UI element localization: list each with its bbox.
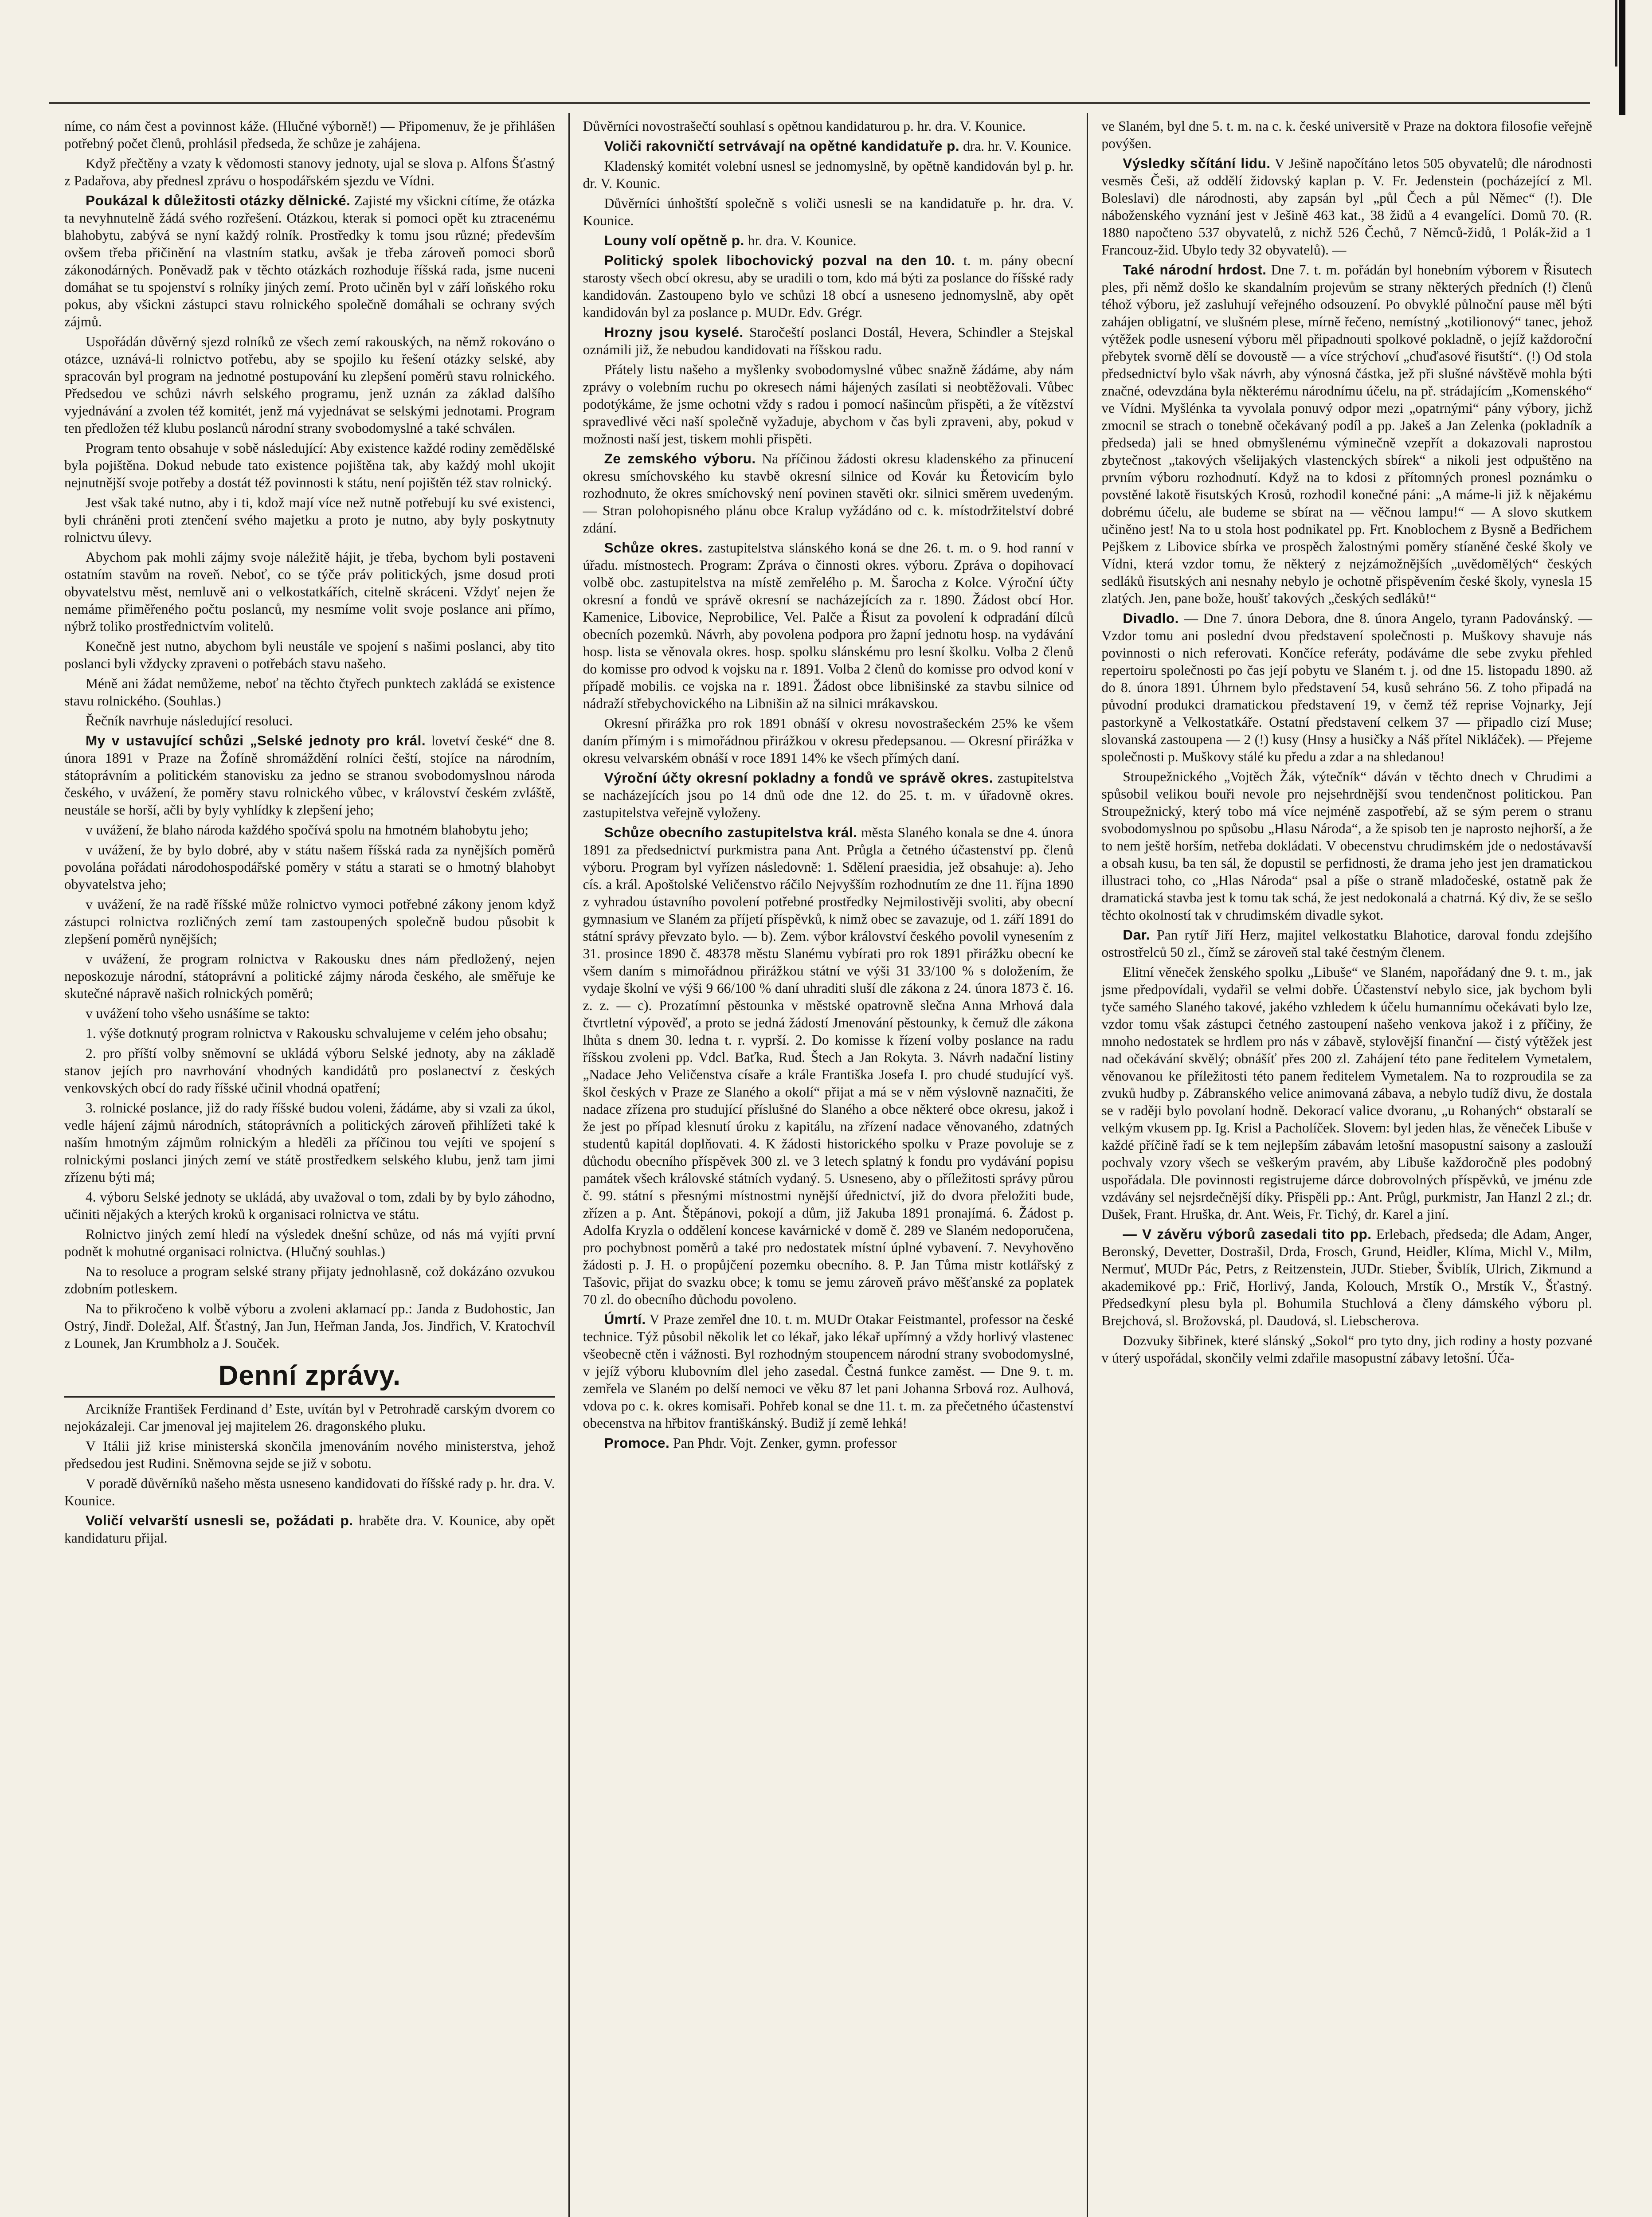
column-middle	[568, 113, 1087, 2217]
run-in-headline: Poukázal k důležitosti otázky dělnické.	[86, 192, 351, 208]
run-in-headline: My v ustavující schůzi „Selské jednoty pro král.	[86, 732, 426, 748]
article-paragraph: v uvážení, že by bylo dobré, aby v státu našem říšská rada za nynějších poměrů povolána pořádati národohospodářské poměry v státu a starati se o hmotný blahobyt obyvatelstva jeho;	[64, 842, 555, 892]
article-paragraph: 3. rolnické poslance, již do rady říšské budou voleni, žádáme, aby si vzali za úkol, vedle hájení zájmů národních, státoprávních a politických zároveň přihlížeti také k naším hmotným zájmům rolnickým a hleděli za příčinou tou vejíti ve spojení s rolnickými poslanci jiných zemí ve státě prostředkem selského klubu, jenž tam jimi zřízenu býti má;	[64, 1100, 555, 1185]
article-paragraph: v uvážení toho všeho usnášíme se takto:	[86, 1006, 310, 1021]
article-paragraph: Elitní věneček ženského spolku „Libuše“ ve Slaném, napořádaný dne 9. t. m., jak jsme předpovídali, vydařil se velmi dobře. Účastenství nebylo sice, jak bychom byli tyče samého Slaného takové, jakého vzhledem k účelu humannímu očekávati bylo lze, vzdor tomu však zástupci četného zastoupení našeho venkova jakož i z příčiny, že mnoho nedostatek se hrdlem pro nás v zábavě, stylovější finanční — čistý výtěžek jest nad očekávání skvělý; obnášíť přes 200 zl. Zahájení této pane ředitelem Vymetalem, věnovanou ke příležitosti této panem ředitelem Vymetalem. Na to rozproudila se za zvuků hudby p. Zábranského velice animovaná zábava, a nebylo tudíž divu, že dostala se v raději bylo povolaní hodně. Dekorací valice dvoranu, „u Rohaných“ obstaralí se velkým vkusem pp. Ig. Krisl a Pacholíček. Slovem: byl jeden hlas, že věneček Libuše v každé příčině řadí se k tem nejlepším zábavám letošní masopustní saisony a zaslouží pochvaly vzory všech se veškerým pravém, aby Libuše každoročně ples podobný uspořádala. Dle povinnosti registrujeme dárce dobrovolných příspěvků, ve jménu zde vzdávány sel nejsrdečnější díky. Přispěli pp.: Ant. Průgl, purkmistr, Jan Hanzl 2 zl.; dr. Dušek, Frant. Hruška, dr. Ant. Weis, Fr. Tichý, dr. Karel a jiní.	[1101, 964, 1593, 1222]
article-paragraph: Arcikníže František Ferdinand d’ Este, uvítán byl v Petrohradě carským dvorem co nejokázaleji. Car jmenoval jej majitelem 26. dragonského pluku.	[64, 1401, 555, 1434]
article-paragraph: Úmrtí. V Praze zemřel dne 10. t. m. MUDr Otakar Feistmantel, professor na české technice. Týž působil několik let co lékař, jako lékař upřímný a vždy horlivý vlastenec všeobecně ctěn i vážnosti. Byl rozhodným stoupencem národní strany svobodomyslné, v jejíž výboru klubovním dlel jeho zasedal. Čestná funkce zaměst. — Dne 9. t. m. zemřela ve Slaném po delší nemoci ve věku 87 let pani Johanna Srbová roz. Aulhová, vdova po c. k. okres komisaři. Pohřeb konal se dne 11. t. m. za přečetného účastenství obecenstva na hřbitov františkánský. Budiž jí země lehká!	[583, 1311, 1074, 1431]
article-paragraph: Politický spolek libochovický pozval na den 10. t. m. pány obecní starosty všech obcí okresu, aby se uradili o tom, kdo má býti za poslance do říšské rady kandidován. Zastoupeno bylo ve schůzi 18 obcí a usneseno jednomyslně, aby opět kandidován byl za poslance p. MUDr. Edv. Grégr.	[583, 252, 1074, 320]
run-in-headline: Ze zemského výboru.	[604, 450, 756, 466]
article-paragraph: v uvážení, že blaho národa každého spočívá spolu na hmotném blahobytu jeho;	[86, 822, 528, 838]
article-paragraph: Promoce. Pan Phdr. Vojt. Zenker, gymn. professor	[604, 1435, 897, 1451]
run-in-headline: Úmrtí.	[604, 1311, 646, 1327]
run-in-headline: Schůze okres.	[604, 540, 703, 556]
article-paragraph: Ze zemského výboru. Na příčinou žádosti okresu kladenského za přinucení okresu smíchovského ku stavbě okresní silnice od Kovár ku Řetovicím bylo rozhodnuto, že okres smíchovský není povinen stavěti okr. silnici směrem uvedeným. — Stran polohopisného plánu obce Kralup vyžádáno od c. k. místodržitelství dobré zdání.	[583, 450, 1074, 536]
article-paragraph: Okresní přirážka pro rok 1891 obnáší v okresu novostrašeckém 25% ke všem daním přímým i s mimořádnou přirážkou v okresu předepsanou. — Okresní přirážka v okresu velvarském obnáší v roce 1891 14% ke všech přímých daní.	[583, 716, 1074, 766]
page-edge-mark-thin	[1615, 0, 1617, 67]
article-paragraph: Uspořádán důvěrný sjezd rolníků ze všech zemí rakouských, na němž rokováno o otázce, uznává-li rolnictvo potřebu, aby se spojilo ku řešení otázky selské, aby spracován byl program na jednotné postupování ku zlepšení poměrů stavu rolnického. Předsedou ve schůzi návrh selského programu, jenž uznán za základ dalšího vyjednávání a zvolen též komitét, jenž má vyjednávat se selskými jednotami. Program ten předložen též klubu poslanců národní strany svobodomyslné a také schválen.	[64, 334, 555, 436]
article-paragraph: Jest však také nutno, aby i ti, kdož mají více než nutně potřebují ku své existenci, byli chráněni proti ztenčení svého majetku a proto je nutno, aby byly poskytnuty rolnictvu úlevy.	[64, 495, 555, 545]
article-paragraph: V poradě důvěrníků našeho města usneseno kandidovati do říšské rady p. hr. dra. V. Kounice.	[64, 1476, 555, 1508]
run-in-headline: Schůze obecního zastupitelstva král.	[604, 824, 857, 840]
article-paragraph: 1. výše dotknutý program rolnictva v Rakousku schvalujeme v celém jeho obsahu;	[86, 1026, 548, 1041]
section-heading-denni-zpravy: Denní zprávy.	[64, 1358, 555, 1398]
article-paragraph: Voličí velvarští usnesli se, požádati p. hraběte dra. V. Kounice, aby opět kandidaturu přijal.	[64, 1512, 555, 1546]
page-edge-mark	[1619, 0, 1625, 115]
run-in-headline: Hrozny jsou kyselé.	[604, 324, 744, 340]
run-in-headline: Louny volí opětně p.	[604, 232, 744, 248]
article-paragraph: Dar. Pan rytíř Jiří Herz, majitel velkostatku Blahotice, daroval fondu zdejšího ostrostřelců 50 zl., čímž se zároveň stal také čestným členem.	[1101, 927, 1593, 960]
run-in-headline: Také národní hrdost.	[1123, 262, 1267, 278]
article-paragraph: Divadlo. — Dne 7. února Debora, dne 8. února Angelo, tyrann Padovánský. — Vzdor tomu ani poslední dvou představení společnosti p. Muškovy shavuje nás povinnosti o nich referovati. Končíce referáty, podáváme dle sebe zvyku přehled repertoiru společnosti po čas její pobytu ve Slaném t. j. od dne 15. listopadu 1890. až do 8. února 1891. Úhrnem bylo představení 54, kusů sehráno 56. Z toho připadá na původní produkci dramatickou představení 19, v čemž též reprise Vojnarky, Její pastorkyně a Velkostatkáře. Ostatní představení celkem 37 — připadlo cizí Muse; slovanská zastoupena — 2 (!) kusy (Hnsy a husičky a Náš přítel Nikláček). — Přejeme společnosti p. Muškovy stálé ku předu a zdar a na shledanou!	[1101, 610, 1593, 764]
article-paragraph: Stroupežnického „Vojtěch Žák, výtečník“ dáván v těchto dnech v Chrudimi a spůsobil velikou bouři nevole pro nejsehrdnější svou tendenčnost politickou. Pan Stroupežnický, který tobo má více nejméně zaspotřebí, až se sým perem o stranu svobodomyslnou po spůsobu „Hlasu Národa“, a že spisob ten je naprosto nejhorší, a že to nem ještě horším, netřeba dokládati. V obecenstvu chrudimském jde o nedostávavší a obsah kusu, ba ten sál, že dopustil se perfidnosti, že drama jeho jest jen dramatickou illustraci toho, co „Hlas Národa“ psal a píše o straně mladočeské, ostatně pak že dramatická stavba jest k tomu tak schá, že jest nedokonalá a chatrná. Ký div, že se sešlo těchto okolností tak v chrudimském divadle sykot.	[1101, 769, 1593, 923]
article-paragraph: Poukázal k důležitosti otázky dělnické. Zajisté my všickni cítíme, že otázka ta nevyhnutelně žádá svého rozřešení. Otázkou, kterak si pomoci opět ku ztracenému blahobytu, zabývá se nyní každý rolník. Prostředky k tomu jsou různé; především ovšem třeba přičinění na vlastním statku, avšak je třeba zároveň pomoci sborů zákonodárných. Poněvadž pak v těchto otázkách rozhoduje říšská rada, jsme nuceni domáhat se tu spojenství s rolníky jiných zemí. Proto učiněn byl v září loňského roku pokus, aby všickni zástupci stavu rolnického společně domáhali se ochrany svých zájmů.	[64, 192, 555, 329]
run-in-headline: — V závěru výborů zasedali tito pp.	[1123, 1226, 1372, 1242]
article-paragraph: Konečně jest nutno, abychom byli neustále ve spojení s našimi poslanci, aby tito poslanci byli vždycky zpraveni o potřebách stavu našeho.	[64, 638, 555, 671]
article-paragraph: v uvážení, že program rolnictva v Rakousku dnes nám předložený, nejen neposkozuje národní, státoprávní a politické zájmy národa českého, ale směřuje ke skutečné nápravě našich rolnických poměrů;	[64, 951, 555, 1001]
article-paragraph: — V závěru výborů zasedali tito pp. Erlebach, předseda; dle Adam, Anger, Beronský, Devetter, Dostrašil, Drda, Frosch, Grund, Heidler, Klíma, Michl V., Milm, Nermuť, MUDr Pác, Petrs, z Reitzenstein, JUDr. Stieber, Šviblík, Ulrich, Zikmund a akademikové pp.: Frič, Horlivý, Janda, Kolouch, Mrstík O., Mrstík V., Šťastný. Předsedkyní plesu byla pl. Bohumila Stuchlová a členy dámského výboru pl. Brejchová, sl. Brožovská, pl. Daudová, sl. Liebscherova.	[1101, 1226, 1593, 1328]
article-paragraph: Rolnictvo jiných zemí hledí na výsledek dnešní schůze, od nás má vyjíti první podnět k mohutné organisaci rolnictva. (Hlučný souhlas.)	[64, 1226, 555, 1259]
article-paragraph: Kladenský komitét volební usnesl se jednomyslně, by opětně kandidován byl p. hr. dr. V. Kounic.	[583, 158, 1074, 191]
run-in-headline: Voliči rakovničtí setrvávají na opětné kandidatuře p.	[604, 138, 960, 154]
run-in-headline: Voličí velvarští usnesli se, požádati p.	[86, 1512, 353, 1528]
run-in-headline: Promoce.	[604, 1435, 670, 1451]
columns	[51, 113, 1605, 2217]
article-paragraph: Také národní hrdost. Dne 7. t. m. pořádán byl honebním výborem v Řisutech ples, při němž došlo ke skandalním projevům se strany některých předních (!) členů téhož výboru, jež zasluhují veřejného odsouzení. Po obvyklé půlnoční pause měl býti zahájen obligatní, ve slušném plese, mírně řečeno, nemístný „kotilionový“ tanec, jehož výtěžek podle usnesení výboru měl připadnouti spolkové pokladně, o jejíž každoroční přebytek svorně dělí se dovoustě — a více strýchoví „chuďasové řisutští“. (!) Od stola předsednictví bylo však návrh, aby výnosná částka, jež při slušné návštěvě mohla býti značné, odevzdána byla některému národnímu účelu, na př. strádajícím „Komenského“ ve Vídni. Myšlénka ta vyvolala ponuvý odpor mezi „opatrnými“ pány výbory, jichž zmocnil se strach o tonebně očekávaný podíl a pp. Jakeš a Jan Zelenka (pokladník a předseda) jali se hned obmyšlenému výminečně vzepřít a dokazovali naprostou zbytečnost „takových všelijakých vlastenckých sbírek“ a nikoli jest odpuštěno na prvním výboru rozhodnutí. Když na to kdosi z přítomných pronesl poznámku o povstěné lakotě řisutských Krosů, rozhodil konečné páni: „A máme-li již k nějakému dobrému účelu, ale budeme se sbírat na — věčnou lampu!“ — A slovo skutkem učiněno jest! Na to u stola host podnikatel pp. Frt. Knoblochem z Bysně a Bedřichem Pejškem z Libovice sbírka ve prospěch žalostnými poměry stíaněné české školy ve Vídni, která vzdor tomu, že některý z nejzámožnějších „uvědomělých“ českých sedláků řisutských ani nesnahy nebylo je ochotně přispěvením české školy, vynesla 15 zlatých. Jen, pane bože, houšť takových „českých sedláků!“	[1101, 262, 1593, 606]
article-paragraph: Důvěrníci únhoštští společně s voliči usnesli se na kandidatuře p. hr. dra. V. Kounice.	[583, 196, 1074, 228]
run-in-headline: Výroční účty okresní pokladny a fondů ve správě okres.	[604, 770, 994, 786]
article-paragraph: Výroční účty okresní pokladny a fondů ve správě okres. zastupitelstva se nacházejících jsou po 14 dnů ode dne 12. do 25. t. m. v úřadovně okres. zastupitelstva veřejně vyloženy.	[583, 770, 1074, 820]
article-paragraph: Důvěrníci novostrašečtí souhlasí s opětnou kandidaturou p. hr. dra. V. Kounice.	[583, 118, 1026, 134]
article-paragraph: Program tento obsahuje v sobě následující: Aby existence každé rodiny zemědělské byla pojištěna. Dokud nebude tato existence pojištěna tak, aby každý mohl ukojit nejnutnější svoje potřeby a dostát též povinnosti k státu, není pojištěn též stav rolnický.	[64, 440, 555, 490]
article-paragraph: Schůze obecního zastupitelstva král. města Slaného konala se dne 4. února 1891 za předsednictví purkmistra pana Ant. Průgla a četného účastenství pp. členů výboru. Program byl vyřízen následovně: 1. Sdělení praesidia, jež obsahuje: a). Jeho cís. a král. Apoštolské Veličenstvo ráčilo Nejvyšším rozhodnutím ze dne 11. října 1890 z vyhradou ústavního povolení potřebné prostředky Nejmilostivěji svoliti, aby obecní gymnasium ve Slaném za příjetí příspěvků, k nimž obec se zavazuje, od 1. září 1891 do státní správy převzato bylo. — b). Zem. výbor království českého povolil vynesením z 31. prosince 1890 č. 48378 městu Slanému vybírati pro rok 1891 přirážku obecní ke všem daním s mimořádnou přirážkou státní ve výši 31 33/100 % s doložením, že vydaje školní ve výši 9 66/100 % daní uhraditi sluší dle zákona z 24. února 1873 č. 16. z. z. — c). Prozatímní pěstounka v městské opatrovně slečna Anna Mrhová dala čtvrtletní výpověď, a proto se jedná žádostí Jmenování pěstounky, k čemuž dle zákona lhůta s dnem 30. ledna t. r. vyprší. 2. Do komisse k řízení volby poslance na radu říšskou zvoleni pp. Vdcl. Baťka, Rud. Štech a Jan Rokyta. 3. Návrh nadační listiny „Nadace Jeho Veličenstva císaře a krále Františka Josefa I. pro chudé studující vyš. škol českých v Praze ze Slaného a okolí“ přijat a má se v něm výslovně naznačiti, že nadace zřízena pro studující příslušné do Slaného a obce některé obce okresu, jakož i že jest po případ klesnutí úroku z kapitálu, na zřízení nadace věnovaného, zdatných studentů kapitál doplňovati. 4. K žádosti historického spolku v Praze povoluje se z důchodu obecního příspěvek 300 zl. ve 3 letech splatný k fondu pro vydávání popisu památek všech královské státních vydaný. 5. Usneseno, aby o příležitosti správy půrou č. 99. státní s přesnými místnostmi nynější úřednictví, již do dvora přeložiti bude, zřízen a p. Ant. Štěpánovi, pokojí a dům, již Jakuba 1891 pronajímá. 6. Žádost p. Adolfa Kryzla o oddělení koncese kavárnické v domě č. 289 ve Slaném nedoporučena, pro pochybnost poměrů a také pro nedostatek místní úplné vybavení. 7. Nevyhověno žádosti p. J. H. o propůjčení pozemku obecního. 8. P. Jan Tůma mistr kotlářský z Tašovic, přijat do svazku obce; k tomu se jemu zároveň právo měšťanské za poplatek 70 zl. do obecního důchodu povoleno.	[583, 824, 1074, 1307]
article-paragraph: Přátely listu našeho a myšlenky svobodomyslné vůbec snažně žádáme, aby nám zprávy o volebním ruchu po okresech námi hájených zasílati si neobtěžovali. Vůbec podotýkáme, že jsme ochotni vždy s radou i pomocí našincům přispěti, a že vítězství spravedlivé věci naší společně vyžaduje, abychom v čas byli zpraveni, aby, pokud v možnosti naší jest, tiskem mohli přispěti.	[583, 362, 1074, 447]
column-left	[51, 113, 568, 2217]
article-paragraph: Voliči rakovničtí setrvávají na opětné kandidatuře p. dra. hr. V. Kounice.	[604, 138, 1072, 154]
run-in-headline: Divadlo.	[1123, 610, 1179, 626]
article-paragraph: Řečník navrhuje následující resoluci.	[86, 713, 293, 729]
article-paragraph: Hrozny jsou kyselé. Staročeští poslanci Dostál, Hevera, Schindler a Stejskal oznámili již, že nebudou kandidovati na říšskou radu.	[583, 324, 1074, 357]
article-paragraph: Na to přikročeno k volbě výboru a zvoleni aklamací pp.: Janda z Budohostic, Jan Ostrý, Jindř. Doležal, Alf. Šťastný, Jan Jun, Heřman Janda, Jos. Jindřich, V. Kratochvíl z Lounek, Jan Krumbholz a J. Souček.	[64, 1301, 555, 1351]
article-paragraph: V Itálii již krise ministerská skončila jmenováním nového ministerstva, jehož předsedou jest Rudini. Sněmovna sejde se již v sobotu.	[64, 1438, 555, 1471]
article-paragraph: níme, co nám čest a povinnost káže. (Hlučné výborně!) — Připomenuv, že je přihlášen potřebný počet členů, prohlásil předseda, že schůze je zahájena.	[64, 118, 555, 151]
run-in-headline: Dar.	[1123, 927, 1150, 943]
article-paragraph: Louny volí opětně p. hr. dra. V. Kounice.	[604, 232, 857, 248]
run-in-headline: Politický spolek libochovický pozval na den 10.	[604, 252, 955, 268]
article-paragraph: Na to resoluce a program selské strany přijaty jednohlasně, což dokázáno ozvukou zdobním potleskem.	[64, 1264, 555, 1297]
article-paragraph: Schůze okres. zastupitelstva slánského koná se dne 26. t. m. o 9. hod ranní v úřadu. místnostech. Program: Zpráva o činnosti okres. výboru. Zpráva o dopihovací volbě obc. zastupitelstva na místě zemřelého p. M. Šarocha z Kolce. Výroční účty okresní a fondů ve správě okresní se nacházejících za r. 1890. Žádost obcí Hor. Kamenice, Libovice, Neprobilice, Vel. Palče a Řisut za povolení k odpradání dílců obecních pozemků. Návrh, aby povolena podpora pro žapní jednotu hosp. na vydávání hosp. lista se věnovala okres. hosp. spolku slánskému pro lesní školku. Volba 2 členů do komisse pro odvod k vojsku na r. 1891. Volba 2 členů do komisse pro odvod koní v případě mobilis. ce vojska na r. 1891. Žádost obce libnišinské za stavbu silnice od nádraží střebychovického na Libnišin až na silnici mrákavskou.	[583, 540, 1074, 711]
column-right	[1087, 113, 1605, 2217]
article-paragraph: My v ustavující schůzi „Selské jednoty pro král. lovetví české“ dne 8. února 1891 v Praze na Žofíně shromáždění rolníci čeští, stojíce na národním, státoprávním a politickém stanovisku za jedno se stranou svobodomyslnou národa českého, v uvážení, že poměry stavu rolnického vůbec, v království českém zvláště, neustále se horší, ačli by byly vyhlídky k zlepšení jeho;	[64, 732, 555, 818]
article-paragraph: 2. pro příští volby sněmovní se ukládá výboru Selské jednoty, aby na základě stanov jejích pro navrhování vhodných kandidátů pro poslanectví z českých venkovských obcí do rady říšské učinil vhodná opatření;	[64, 1046, 555, 1096]
article-paragraph: v uvážení, že na radě říšské může rolnictvo vymoci potřebné zákony jenom když zástupci rolnictva rozličných zemí tam zastoupených společně budou působit k zlepšení poměrů nynějších;	[64, 897, 555, 947]
article-paragraph: Výsledky sčítání lidu. V Ješině napočítáno letos 505 obyvatelů; dle národnosti vesměs Češi, až oddělí židovský kaplan p. V. Fr. Jedenstein (pocházející z Ml. Boleslavi) dle národnosti, aby zapsán byl „půl Čech a půl Němec“ (!). Dle náboženského vyznání jest v Ješině 463 kat., 38 židů a 4 evangelíci. Domů 70. (R. 1880 napočteno 537 obyvatelů, z nichž 526 Čechů, 7 Němců-židů, 1 Polák-žid a 1 Francouz-žid. Ubylo tedy 32 obyvatelů). —	[1101, 155, 1593, 258]
article-paragraph: Dozvuky šibřinek, které slánský „Sokol“ pro tyto dny, jich rodiny a hosty pozvané v úterý uspořádal, skončily velmi zdařile masopustní zábavy letošní. Úča-	[1101, 1333, 1593, 1366]
article-paragraph: 4. výboru Selské jednoty se ukládá, aby uvažoval o tom, zdali by by bylo záhodno, učiniti nějakých a kterých kroků k organisaci rolnictva ve státu.	[64, 1189, 555, 1222]
run-in-headline: Výsledky sčítání lidu.	[1123, 155, 1271, 171]
article-paragraph: Abychom pak mohli zájmy svoje náležitě hájit, je třeba, bychom byli postaveni ostatním stavům na roveň. Neboť, co se týče práv politických, jsme dosud proti obyvatelstvu měst, nemluvě ani o velkostatkářích, citelně skráceni. Vždyť nejen že nemáme přiměřeného počtu poslanců, my nesmíme volit svoje poslance ani přímo, nýbrž toliko prostřednictvím volitelů.	[64, 549, 555, 634]
article-paragraph: Méně ani žádat nemůžeme, neboť na těchto čtyřech punktech zakládá se existence stavu rolnického. (Souhlas.)	[64, 676, 555, 709]
top-rule	[49, 102, 1590, 104]
article-paragraph: ve Slaném, byl dne 5. t. m. na c. k. české universitě v Praze na doktora filosofie veřejně povýšen.	[1101, 118, 1593, 151]
article-paragraph: Když přečtěny a vzaty k vědomosti stanovy jednoty, ujal se slova p. Alfons Šťastný z Padařova, aby přednesl zprávu o hospodářském sjezdu ve Vídni.	[64, 156, 555, 188]
